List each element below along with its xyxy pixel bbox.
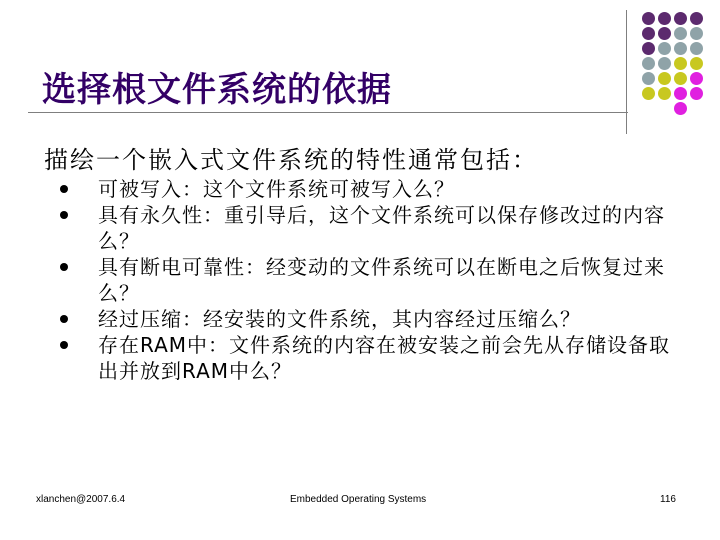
bullet-text: 具有断电可靠性：经变动的文件系统可以在断电之后恢复过来么？ <box>98 255 665 305</box>
decorative-dot <box>690 42 703 55</box>
list-item <box>60 254 680 306</box>
bullet-text: 可被写入：这个文件系统可被写入么？ <box>98 177 455 201</box>
page-title: 选择根文件系统的依据 <box>42 70 392 110</box>
decorative-dot <box>642 72 655 85</box>
bullet-icon <box>60 315 68 323</box>
decorative-dot <box>674 102 687 115</box>
list-item <box>60 332 680 384</box>
bullet-text: 经过压缩：经安装的文件系统，其内容经过压缩么？ <box>98 307 581 331</box>
decorative-dot <box>658 87 671 100</box>
decorative-dot <box>642 42 655 55</box>
bullet-icon <box>60 185 68 193</box>
page-number: 116 <box>660 494 676 505</box>
decorative-dot <box>674 27 687 40</box>
decorative-dot <box>674 12 687 25</box>
decorative-dot <box>690 12 703 25</box>
title-divider <box>28 112 628 113</box>
list-item <box>60 176 680 202</box>
decorative-dot <box>690 57 703 70</box>
bullet-list <box>60 176 680 384</box>
bullet-text: 存在RAM中：文件系统的内容在被安装之前会先从存储设备取出并放到RAM中么？ <box>98 333 671 383</box>
decorative-dot <box>658 72 671 85</box>
footer-author: xlanchen@2007.6.4 <box>36 494 126 505</box>
decorative-dot <box>642 12 655 25</box>
decorative-dot <box>642 57 655 70</box>
bullet-icon <box>60 263 68 271</box>
decorative-dot <box>674 87 687 100</box>
bullet-icon <box>60 211 68 219</box>
intro-text: 描绘一个嵌入式文件系统的特性通常包括： <box>44 146 538 174</box>
list-item <box>60 202 680 254</box>
decorative-dot <box>642 27 655 40</box>
decorative-dot <box>674 57 687 70</box>
decorative-dot <box>674 72 687 85</box>
decorative-dot <box>658 42 671 55</box>
decorative-dot <box>658 27 671 40</box>
bullet-icon <box>60 341 68 349</box>
decorative-dot <box>658 57 671 70</box>
decorative-dot <box>658 12 671 25</box>
decorative-dot <box>674 42 687 55</box>
footer-course: Embedded Operating Systems <box>290 494 427 505</box>
vertical-divider <box>626 10 627 134</box>
decorative-dot <box>690 27 703 40</box>
bullet-text: 具有永久性：重引导后，这个文件系统可以保存修改过的内容么？ <box>98 203 665 253</box>
list-item <box>60 306 680 332</box>
decorative-dot-grid <box>640 10 720 110</box>
decorative-dot <box>642 87 655 100</box>
decorative-dot <box>690 72 703 85</box>
decorative-dot <box>690 87 703 100</box>
